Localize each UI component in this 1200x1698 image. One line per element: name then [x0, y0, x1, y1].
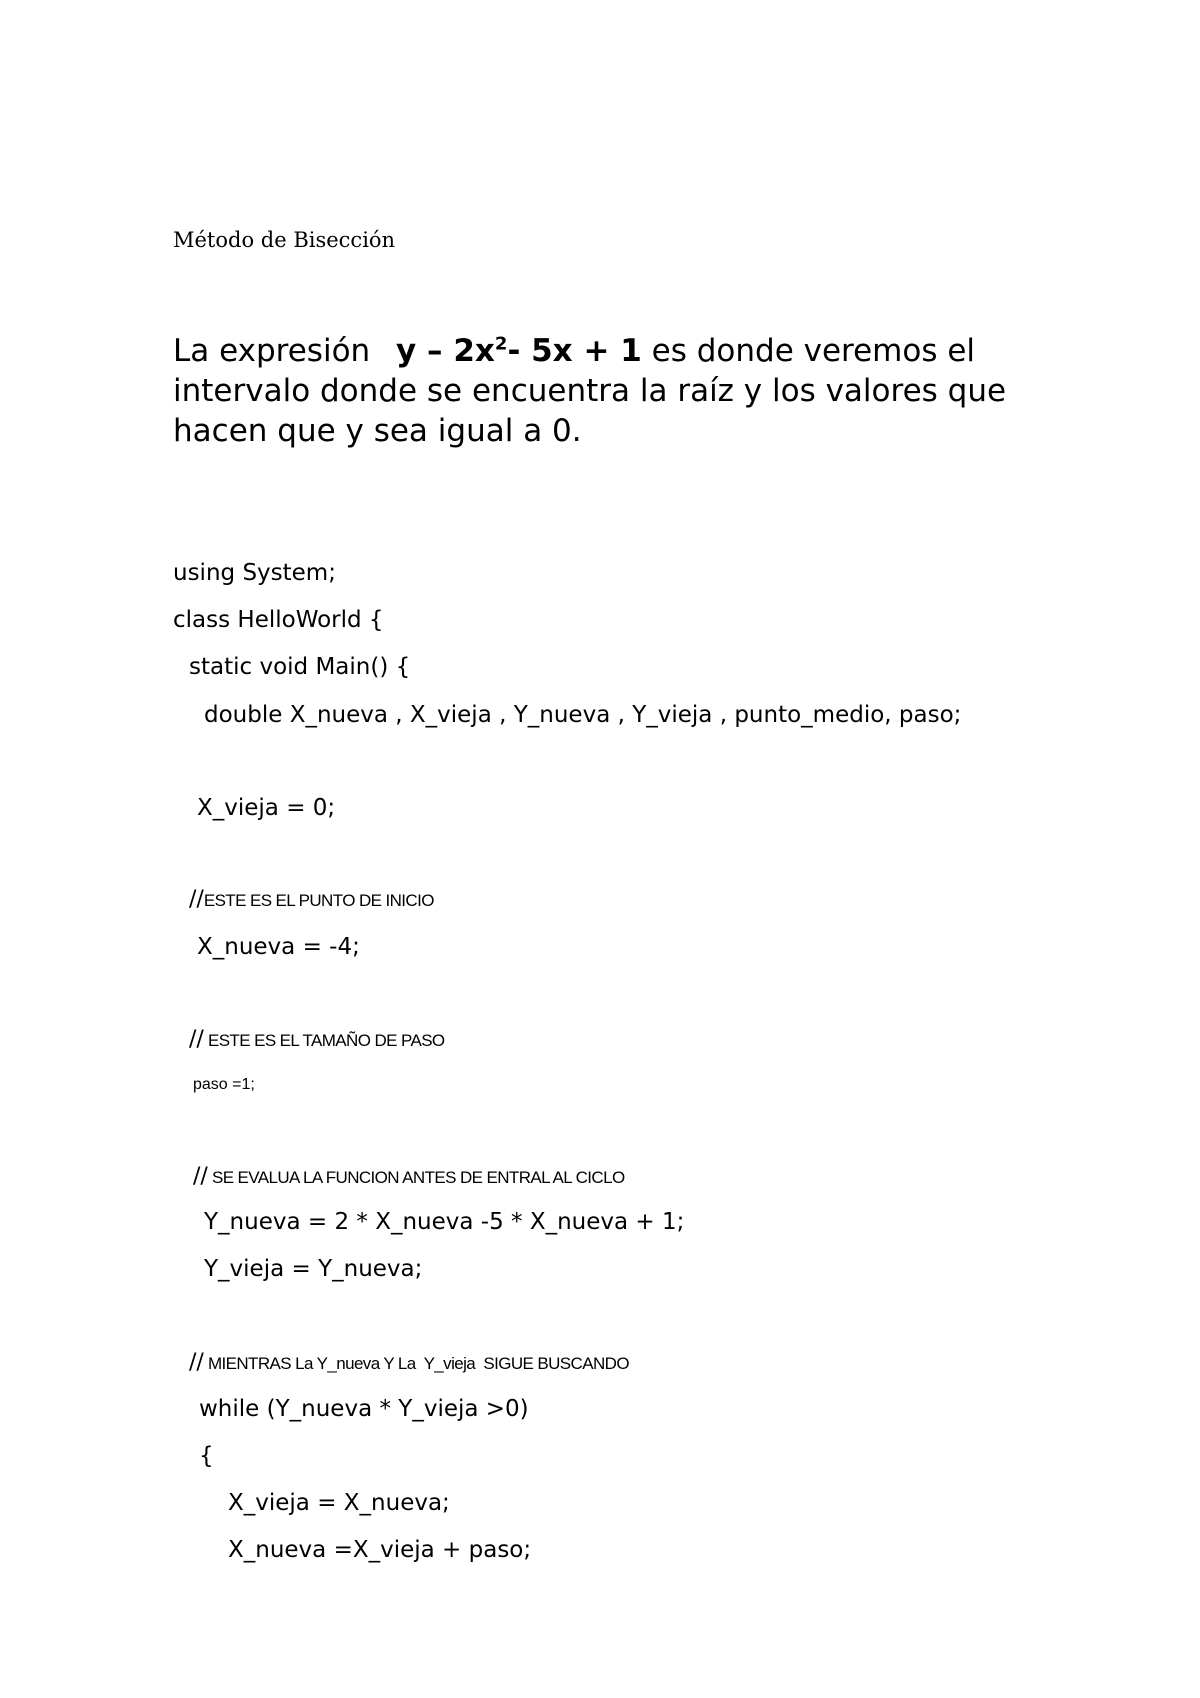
code-line-class: class HelloWorld { — [173, 607, 384, 633]
code-line-assign-xnueva: X_nueva =X_vieja + paso; — [228, 1537, 532, 1563]
formula-part2: - 5x + 1 — [507, 333, 642, 369]
formula — [396, 333, 642, 369]
comment-text: ESTE ES EL PUNTO DE INICIO — [203, 891, 434, 910]
comment-slash: // — [189, 1350, 204, 1375]
code-line-declaration: double X_nueva , X_vieja , Y_nueva , Y_vieja , punto_medio, paso; — [204, 702, 962, 728]
comment-start-point — [189, 889, 434, 911]
formula-part1: y – 2x — [396, 333, 495, 369]
comment-slash: // — [189, 1027, 204, 1052]
comment-text: MIENTRAS La Y_nueva Y La Y_vieja SIGUE BUSCANDO — [203, 1354, 629, 1373]
comment-text: SE EVALUA LA FUNCION ANTES DE ENTRAL AL CICLO — [207, 1168, 625, 1187]
comment-while — [189, 1352, 629, 1374]
code-line-paso: paso =1; — [193, 1076, 255, 1093]
comment-slash: // — [189, 887, 204, 912]
code-line-open-brace: { — [199, 1443, 214, 1469]
code-line-while: while (Y_nueva * Y_vieja >0) — [199, 1396, 529, 1422]
intro-paragraph — [173, 331, 1073, 451]
code-line-xvieja-init: X_vieja = 0; — [197, 795, 336, 821]
comment-step-size — [189, 1029, 445, 1051]
code-line-assign-xvieja: X_vieja = X_nueva; — [228, 1490, 450, 1516]
document-title: Método de Bisección — [173, 228, 396, 252]
intro-lead: La expresión — [173, 333, 371, 369]
code-line-ynueva: Y_nueva = 2 * X_nueva -5 * X_nueva + 1; — [204, 1209, 685, 1235]
intro-rest: es donde veremos el intervalo donde se encuentra la raíz y los valores que hacen que y sea igual a 0. — [173, 333, 1007, 449]
code-line-main: static void Main() { — [189, 654, 411, 680]
comment-slash: // — [193, 1164, 208, 1189]
comment-text: ESTE ES EL TAMAÑO DE PASO — [203, 1031, 445, 1050]
code-line-using: using System; — [173, 560, 336, 586]
formula-exponent: 2 — [494, 333, 508, 355]
comment-evaluate — [193, 1166, 625, 1188]
code-line-yvieja: Y_vieja = Y_nueva; — [204, 1256, 423, 1282]
code-line-xnueva-init: X_nueva = -4; — [197, 934, 360, 960]
